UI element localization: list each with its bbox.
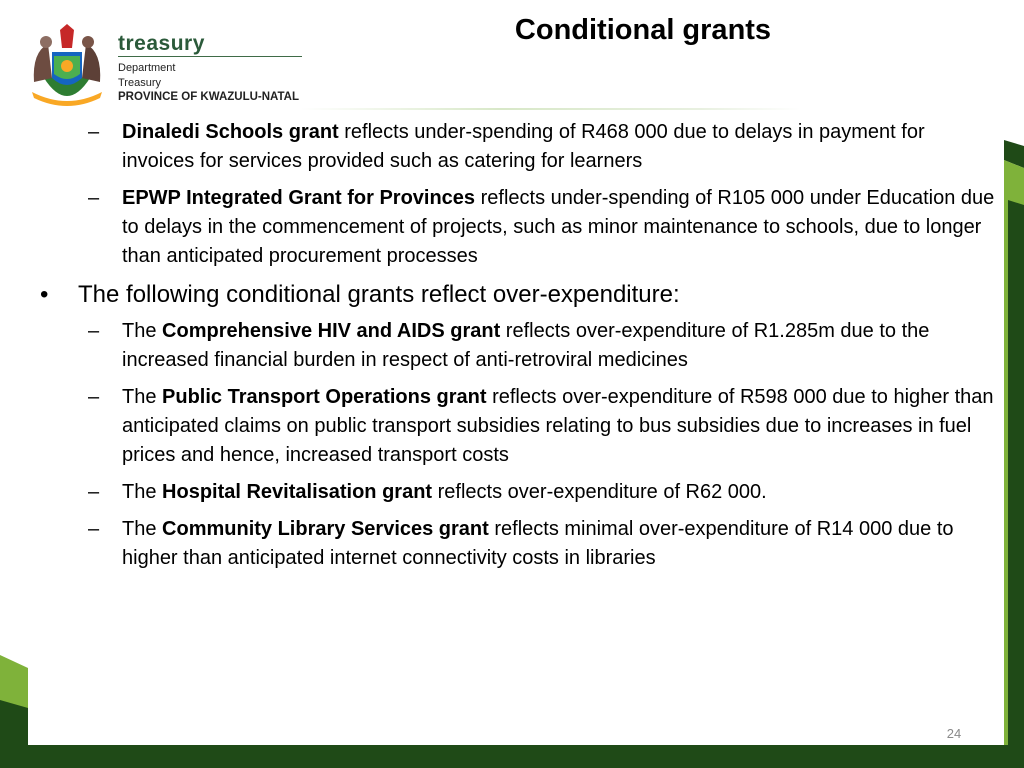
list-item xyxy=(30,317,1000,375)
treasury-logo xyxy=(22,22,302,112)
item-text: reflects over-expenditure of R62 000. xyxy=(432,481,767,503)
logo-line-2: Treasury xyxy=(118,77,161,89)
dash-marker: – xyxy=(88,481,100,503)
slide-title: Conditional grants xyxy=(514,14,772,46)
logo-wordmark: treasury xyxy=(118,32,205,55)
page-number: 24 xyxy=(946,726,962,741)
item-bold: EPWP Integrated Grant for Provinces xyxy=(122,187,476,209)
right-dark-strip xyxy=(1008,200,1024,745)
item-text: reflects over-expenditure of R1.285m due to the increased financial burden in respect of anti-retroviral medicines xyxy=(122,320,930,371)
dash-marker: – xyxy=(88,320,100,342)
right-light-wedge xyxy=(1004,160,1024,745)
logo-line-3: PROVINCE OF KWAZULU-NATAL xyxy=(118,91,300,103)
title-divider xyxy=(300,108,800,110)
main-bullet xyxy=(30,279,1000,311)
list-item xyxy=(30,383,1000,470)
main-bullet-text: The following conditional grants reflect over-expenditure: xyxy=(78,281,680,308)
slide-content xyxy=(30,118,1000,581)
right-dark-wedge xyxy=(1004,140,1024,168)
item-bold: Hospital Revitalisation grant xyxy=(162,481,433,503)
bullet-marker: • xyxy=(40,281,49,308)
coat-of-arms-icon xyxy=(22,22,112,110)
item-bold: Community Library Services grant xyxy=(162,518,489,540)
item-prefix: The xyxy=(122,481,163,503)
dash-marker: – xyxy=(88,386,100,408)
list-item xyxy=(30,184,1000,271)
bottom-green-band xyxy=(0,745,1024,768)
item-prefix: The xyxy=(122,320,163,342)
item-bold: Comprehensive HIV and AIDS grant xyxy=(162,320,501,342)
dash-marker: – xyxy=(88,518,100,540)
item-text: reflects over-expenditure of R598 000 due to higher than anticipated claims on public transport subsidies relating to bus subsidies due to increases in fuel prices and hence, increased transport costs xyxy=(122,386,994,466)
item-prefix: The xyxy=(122,386,163,408)
item-text: reflects under-spending of R468 000 due to delays in payment for invoices for services provided such as catering for learners xyxy=(122,121,925,172)
left-green-wedge xyxy=(0,655,28,745)
left-dark-wedge xyxy=(0,700,28,745)
dash-marker: – xyxy=(88,121,100,143)
item-prefix: The xyxy=(122,518,163,540)
item-bold: Public Transport Operations grant xyxy=(162,386,487,408)
list-item xyxy=(30,478,1000,507)
logo-divider xyxy=(118,56,302,57)
dash-marker: – xyxy=(88,187,100,209)
item-bold: Dinaledi Schools grant xyxy=(122,121,339,143)
list-item xyxy=(30,515,1000,573)
item-text: reflects minimal over-expenditure of R14 000 due to higher than anticipated internet connectivity costs in libraries xyxy=(122,518,954,569)
logo-line-1: Department xyxy=(118,62,176,74)
item-text: reflects under-spending of R105 000 under Education due to delays in the commencement of projects, such as minor maintenance to schools, due to longer than anticipated procurement processes xyxy=(122,187,995,267)
list-item xyxy=(30,118,1000,176)
